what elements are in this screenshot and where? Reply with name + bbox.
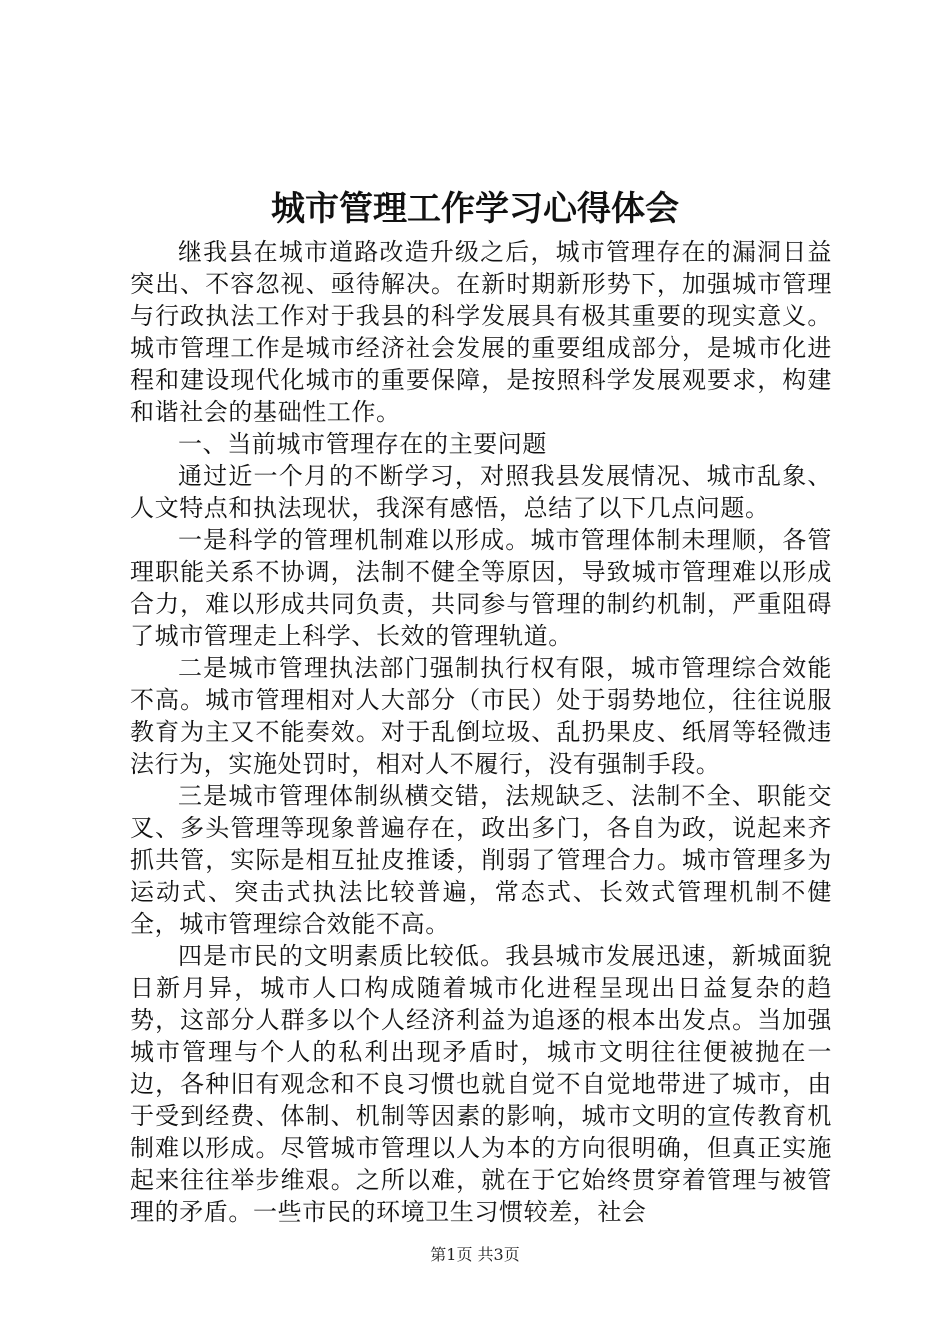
paragraph: 三是城市管理体制纵横交错，法规缺乏、法制不全、职能交叉、多头管理等现象普遍存在，政出多门，各自为政，说起来齐抓共管，实际是相互扯皮推诿，削弱了管理合力。城市管理多为运动式、突击式执法比较普遍，常态式、长效式管理机制不健全，城市管理综合效能不高。: [130, 782, 832, 938]
paragraph: 二是城市管理执法部门强制执行权有限，城市管理综合效能不高。城市管理相对人大部分（市民）处于弱势地位，往往说服教育为主又不能奏效。对于乱倒垃圾、乱扔果皮、纸屑等轻微违法行为，实施处罚时，相对人不履行，没有强制手段。: [130, 654, 832, 778]
paragraph: 四是市民的文明素质比较低。我县城市发展迅速，新城面貌日新月异，城市人口构成随着城市化进程呈现出日益复杂的趋势，这部分人群多以个人经济利益为追逐的根本出发点。当加强城市管理与个人的私利出现矛盾时，城市文明往往便被抛在一边，各种旧有观念和不良习惯也就自觉不自觉地带进了城市，由于受到经费、体制、机制等因素的影响，城市文明的宣传教育机制难以形成。尽管城市管理以人为本的方向很明确，但真正实施起来往往举步维艰。之所以难，就在于它始终贯穿着管理与被管理的矛盾。一些市民的环境卫生习惯较差，社会: [130, 942, 832, 1226]
paragraph: 通过近一个月的不断学习，对照我县发展情况、城市乱象、人文特点和执法现状，我深有感悟，总结了以下几点问题。: [130, 462, 832, 522]
page-number-footer: 第1页 共3页: [430, 1245, 520, 1264]
document-body: [130, 236, 832, 1228]
paragraph: 一是科学的管理机制难以形成。城市管理体制未理顺，各管理职能关系不协调，法制不健全等原因，导致城市管理难以形成合力，难以形成共同负责，共同参与管理的制约机制，严重阻碍了城市管理走上科学、长效的管理轨道。: [130, 526, 832, 650]
paragraph-intro: 继我县在城市道路改造升级之后，城市管理存在的漏洞日益突出、不容忽视、亟待解决。在新时期新形势下，加强城市管理与行政执法工作对于我县的科学发展具有极其重要的现实意义。城市管理工作是城市经济社会发展的重要组成部分，是城市化进程和建设现代化城市的重要保障，是按照科学发展观要求，构建和谐社会的基础性工作。: [130, 238, 832, 426]
document-title: 城市管理工作学习心得体会: [271, 189, 679, 229]
section-heading: 一、当前城市管理存在的主要问题: [178, 430, 547, 458]
